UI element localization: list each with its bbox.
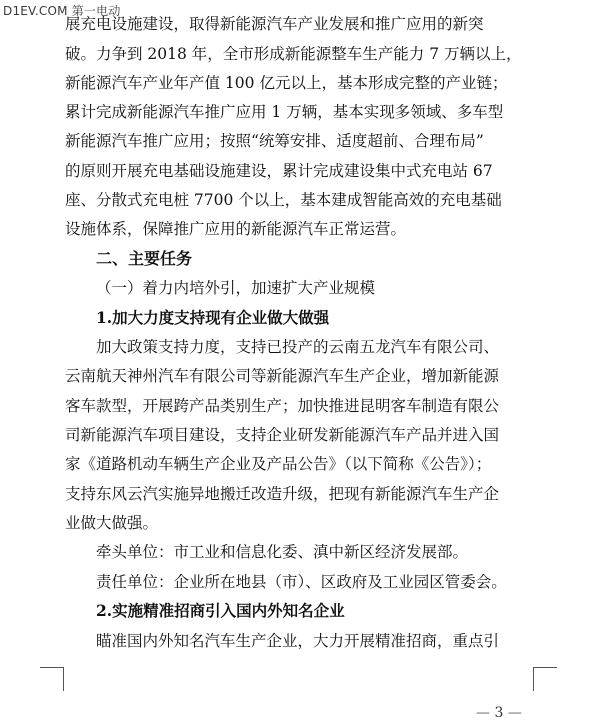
page-number-value: 3	[494, 705, 504, 721]
page-number	[476, 705, 522, 721]
page-dash-left: —	[476, 705, 490, 721]
subsection-heading: （一）着力内培外引，加速扩大产业规模	[96, 279, 376, 297]
body-line: 破。力争到 2018 年，全市形成新能源整车生产能力 7 万辆以上，	[65, 45, 522, 63]
crop-mark	[533, 667, 557, 668]
responsible-unit-line: 责任单位：企业所在地县（市）、区政府及工业园区管委会。	[96, 573, 507, 591]
crop-mark	[533, 667, 534, 691]
body-line: 新能源汽车推广应用；按照“统筹安排、适度超前、合理布局”	[65, 132, 484, 150]
body-line: 业做大做强。	[65, 514, 159, 532]
section-heading: 二、主要任务	[96, 249, 193, 268]
item-heading: 1.加大力度支持现有企业做大做强	[96, 308, 330, 327]
page-dash-right: —	[507, 705, 522, 721]
body-line: 累计完成新能源汽车推广应用 1 万辆，基本实现多领域、多车型	[65, 103, 504, 121]
site-watermark: D1EV.COM 第一电动	[3, 4, 121, 18]
item-heading: 2.实施精准招商引入国内外知名企业	[96, 601, 345, 620]
body-line: 云南航天神州汽车有限公司等新能源汽车生产企业，增加新能源	[65, 367, 500, 385]
body-line: 座、分散式充电桩 7700 个以上，基本建成智能高效的充电基础	[65, 191, 502, 209]
crop-mark	[63, 667, 64, 691]
body-line: 设施体系，保障推广应用的新能源汽车正常运营。	[65, 220, 407, 238]
body-line: 家《道路机动车辆生产企业及产品公告》（以下简称《公告》）；	[65, 455, 492, 473]
crop-mark	[40, 667, 64, 668]
body-line: 展充电设施建设，取得新能源汽车产业发展和推广应用的新突	[65, 15, 484, 33]
body-line: 加大政策支持力度，支持已投产的云南五龙汽车有限公司、	[96, 338, 500, 356]
body-line: 支持东风云汽实施异地搬迁改造升级，把现有新能源汽车生产企	[65, 485, 500, 503]
body-line: 瞄准国内外知名汽车生产企业，大力开展精准招商，重点引	[96, 632, 500, 650]
body-line: 新能源汽车产业年产值 100 亿元以上，基本形成完整的产业链；	[65, 74, 508, 92]
body-line: 的原则开展充电基础设施建设，累计完成建设集中式充电站 67	[65, 162, 493, 180]
body-line: 客车款型，开展跨产品类别生产；加快推进昆明客车制造有限公	[65, 397, 500, 415]
body-line: 司新能源汽车项目建设，支持企业研发新能源汽车产品并进入国	[65, 426, 500, 444]
lead-unit-line: 牵头单位：市工业和信息化委、滇中新区经济发展部。	[96, 543, 469, 561]
